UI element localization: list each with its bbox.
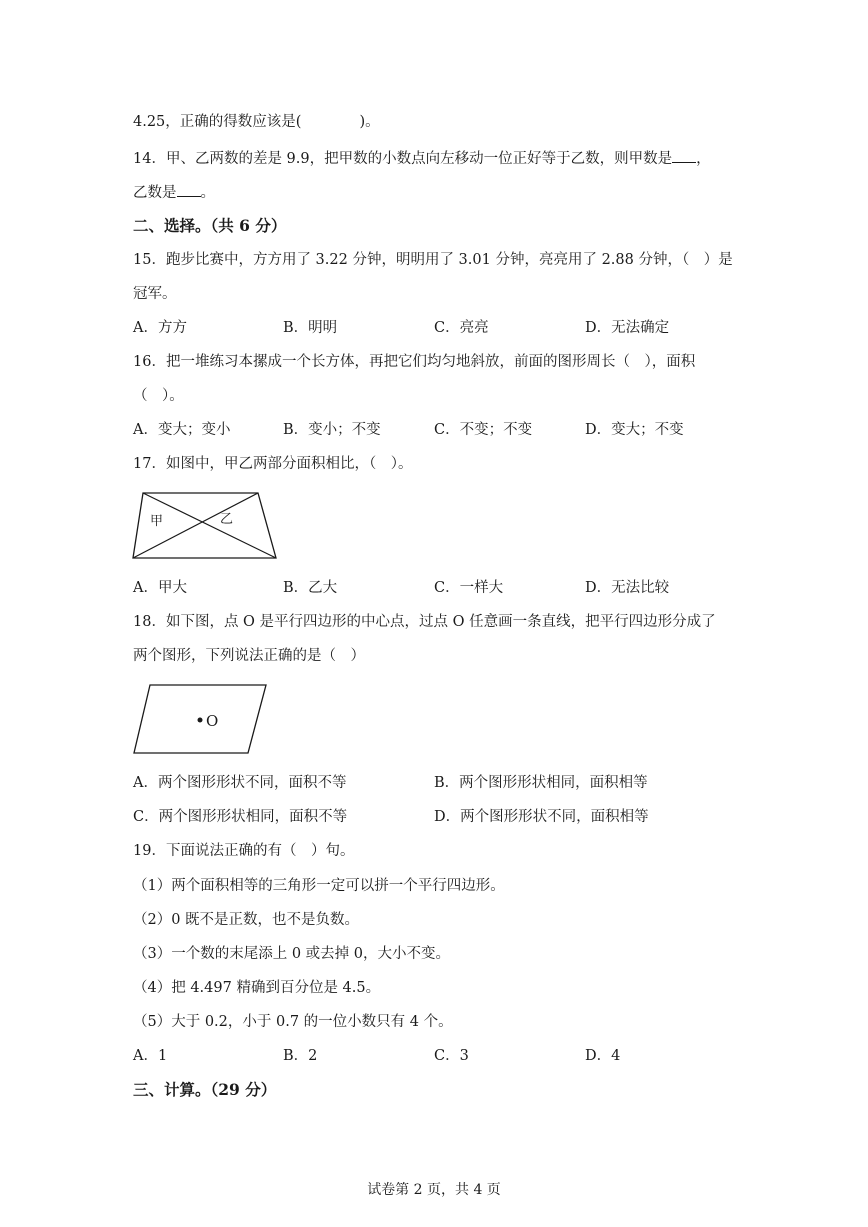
q14-text-b: ， — [696, 151, 711, 167]
center-point — [198, 718, 203, 723]
label-yi: 乙 — [220, 512, 234, 527]
q17-trapezoid-figure — [128, 488, 284, 564]
q14-text-a: 14．甲、乙两数的差是 9.9，把甲数的小数点向左移动一位正好等于乙数，则甲数是 — [133, 151, 673, 167]
q15-option-a[interactable]: A．方方 — [133, 320, 187, 336]
q18-option-b[interactable]: B．两个图形形状相同，面积相等 — [434, 775, 648, 791]
q17-option-a[interactable]: A．甲大 — [133, 580, 187, 596]
label-jia: 甲 — [150, 514, 164, 529]
q18-line1: 18．如下图，点 O 是平行四边形的中心点，过点 O 任意画一条直线，把平行四边形分成了 — [133, 614, 716, 630]
q18-line2: 两个图形，下列说法正确的是（ ） — [133, 648, 365, 664]
q15-line2: 冠军。 — [133, 286, 177, 302]
q14-blank-jia[interactable] — [672, 148, 696, 163]
label-o: O — [206, 712, 219, 730]
q17-option-d[interactable]: D．无法比较 — [585, 580, 670, 596]
q17-line1: 17．如图中，甲乙两部分面积相比，（ ）。 — [133, 456, 413, 472]
q18-option-d[interactable]: D．两个图形形状不同，面积相等 — [434, 809, 649, 825]
q15-option-d[interactable]: D．无法确定 — [585, 320, 670, 336]
q19-option-d[interactable]: D．4 — [585, 1048, 621, 1064]
q13-tail: 4.25，正确的得数应该是( )。 — [133, 114, 380, 130]
q18-option-c[interactable]: C．两个图形形状相同，面积不等 — [133, 809, 348, 825]
q16-option-d[interactable]: D．变大；不变 — [585, 422, 684, 438]
q19-option-c[interactable]: C．3 — [434, 1048, 469, 1064]
q15-option-c[interactable]: C．亮亮 — [434, 320, 489, 336]
q14-line2 — [133, 182, 215, 203]
q18-parallelogram-figure — [130, 680, 270, 758]
q16-option-c[interactable]: C．不变；不变 — [434, 422, 533, 438]
q19-option-a[interactable]: A．1 — [133, 1048, 168, 1064]
section3-title: 三、计算。（29 分） — [133, 1080, 277, 1099]
q16-option-b[interactable]: B．变小；不变 — [283, 422, 381, 438]
q15-option-b[interactable]: B．明明 — [283, 320, 338, 336]
q14-blank-yi[interactable] — [177, 182, 201, 197]
q19-statement-1: （1）两个面积相等的三角形一定可以拼一个平行四边形。 — [133, 878, 505, 894]
q19-statement-2: （2）0 既不是正数，也不是负数。 — [133, 912, 360, 928]
q17-option-c[interactable]: C．一样大 — [434, 580, 504, 596]
q16-line2: （ ）。 — [133, 388, 184, 404]
q15-line1: 15．跑步比赛中，方方用了 3.22 分钟，明明用了 3.01 分钟，亮亮用了 2.88 分钟，（ ）是 — [133, 252, 733, 268]
q19-statement-5: （5）大于 0.2，小于 0.7 的一位小数只有 4 个。 — [133, 1014, 453, 1030]
section2-title: 二、选择。（共 6 分） — [133, 216, 287, 235]
q16-line1: 16．把一堆练习本摞成一个长方体，再把它们均匀地斜放，前面的图形周长（ ），面积 — [133, 354, 696, 370]
q17-option-b[interactable]: B．乙大 — [283, 580, 338, 596]
q14-text-d: 。 — [200, 185, 215, 201]
q19-statement-3: （3）一个数的末尾添上 0 或去掉 0，大小不变。 — [133, 946, 451, 962]
q19-option-b[interactable]: B．2 — [283, 1048, 318, 1064]
q18-option-a[interactable]: A．两个图形形状不同，面积不等 — [133, 775, 347, 791]
q14-text-c: 乙数是 — [133, 185, 177, 201]
page-footer: 试卷第 2 页，共 4 页 — [367, 1182, 501, 1198]
q14-line1 — [133, 148, 711, 169]
q16-option-a[interactable]: A．变大；变小 — [133, 422, 231, 438]
q19-line1: 19．下面说法正确的有（ ）句。 — [133, 843, 355, 859]
q19-statement-4: （4）把 4.497 精确到百分位是 4.5。 — [133, 980, 381, 996]
